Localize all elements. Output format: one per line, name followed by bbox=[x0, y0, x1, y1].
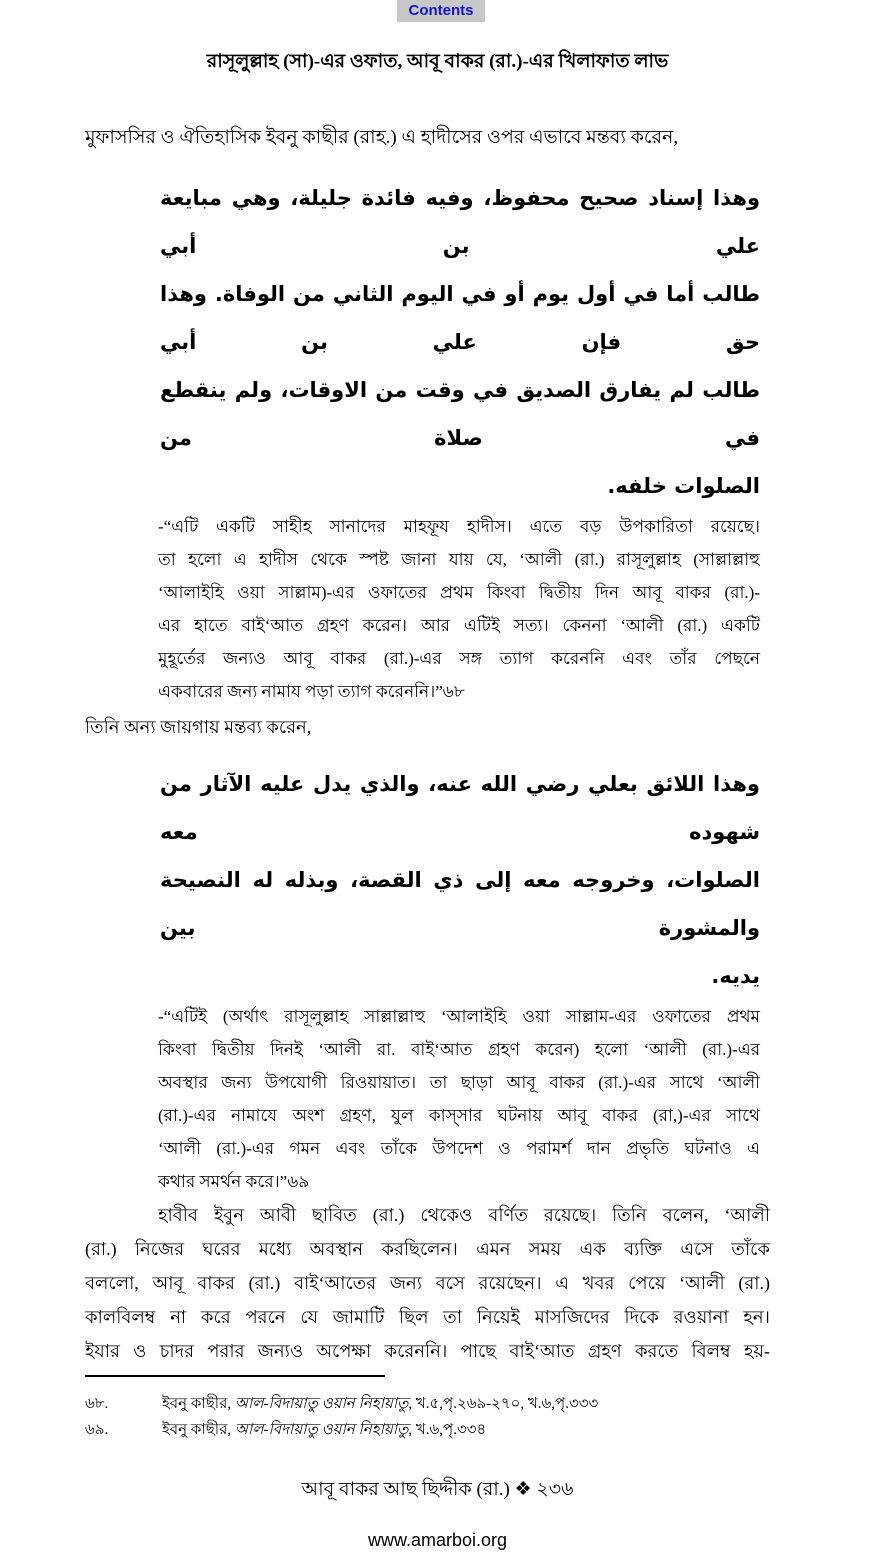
footnotes bbox=[0, 1391, 875, 1443]
footnote-author: ইবনু কাছীর, bbox=[162, 1422, 235, 1438]
arabic-quote-line: وهذا إسناد صحيح محفوظ، وفيه فائدة جليلة، وهي مبايعة علي بن أبي bbox=[160, 186, 760, 258]
translation-1 bbox=[158, 510, 760, 708]
footer-book-title: আবূ বাকর আছ ছিদ্দীক (রা.) bbox=[301, 1479, 510, 1500]
arabic-quote-line: طالب أما في أول يوم أو في اليوم الثاني من الوفاة. وهذا حق فإن علي بن أبي bbox=[160, 282, 760, 354]
footnote-book: আল-বিদায়াতু ওয়ান নিহায়াতু bbox=[234, 1396, 409, 1412]
footnote-ref: , খ.৬,পৃ.৩৩৪ bbox=[408, 1422, 487, 1438]
diamond-ornament-icon: ❖ bbox=[514, 1479, 532, 1500]
paragraph-line: হাবীব ইবুন আবী ছাবিত (রা.) থেকেও বর্ণিত রয়েছে। তিনি বলেন, ‘আলী bbox=[158, 1205, 770, 1225]
translation-line: ‘আলী (রা.)-এর গমন এবং তাঁকে উপদেশ ও পরামর্শ দান প্রভৃতি ঘটনাও এ bbox=[158, 1139, 760, 1158]
translation-line: তা হলো এ হাদীস থেকে স্পষ্ট জানা যায় যে, ‘আলী (রা.) রাসূলুল্লাহ (সাল্লাল্লাহু bbox=[158, 550, 760, 569]
translation-line: কিংবা দ্বিতীয় দিনই ‘আলী রা. বাই‘আত গ্রহণ করেন) হলো ‘আলী (রা.)-এর bbox=[158, 1040, 760, 1059]
arabic-quote-line: الصلوات خلفه. bbox=[607, 474, 760, 498]
footnote-book: আল-বিদায়াতু ওয়ান নিহায়াতু bbox=[234, 1422, 409, 1438]
arabic-quote-line: وهذا اللائق بعلي رضي الله عنه، والذي يدل عليه الآثار من شهوده معه bbox=[160, 772, 760, 844]
footnote-68 bbox=[85, 1391, 785, 1417]
translation-line: অবস্থার জন্য উপযোগী রিওয়ায়াত। তা ছাড়া আবূ বাকর (রা.)-এর সাথে ‘আলী bbox=[158, 1073, 760, 1092]
transition-text: তিনি অন্য জায়গায় মন্তব্য করেন, bbox=[85, 717, 312, 737]
arabic-quote-line: يديه. bbox=[711, 964, 760, 988]
paragraph-line: বললো, আবূ বাকর (রা.) বাই‘আতের জন্য বসে রয়েছেন। এ খবর পেয়ে ‘আলী (রা.) bbox=[85, 1273, 770, 1293]
translation-line: -“এটিই (অর্থাৎ রাসূলুল্লাহ সাল্লাল্লাহু ‘আলাইহি ওয়া সাল্লাম-এর ওফাতের প্রথম bbox=[158, 1007, 760, 1026]
arabic-quote-2 bbox=[160, 760, 760, 1000]
intro-text: মুফাসসির ও ঐতিহাসিক ইবনু কাছীর (রাহ.) এ হাদীসের ওপর এভাবে মন্তব্য করেন, bbox=[85, 127, 679, 148]
page-footer bbox=[0, 1476, 875, 1504]
translation-line: এর হাতে বাই‘আত গ্রহণ করেন। আর এটিই সত্য। কেননা ‘আলী (রা.) একটি bbox=[158, 616, 760, 635]
arabic-quote-1 bbox=[160, 174, 760, 510]
translation-line: কথার সমর্থন করে।”৬৯ bbox=[158, 1172, 310, 1191]
website-url: www.amarboi.org bbox=[367, 1530, 508, 1550]
footnote-author: ইবনু কাছীর, bbox=[162, 1396, 235, 1412]
arabic-quote-line: الصلوات، وخروجه معه إلى ذي القصة، وبذله له النصيحة والمشورة بين bbox=[160, 868, 760, 940]
footnote-number: ৬৯. bbox=[85, 1422, 109, 1438]
footnote-ref: , খ.৫,পৃ.২৬৯-২৭০, খ.৬,পৃ.৩৩৩ bbox=[408, 1396, 599, 1412]
footnote-divider bbox=[85, 1375, 385, 1377]
footnote-number: ৬৮. bbox=[85, 1396, 109, 1412]
footnote-69 bbox=[85, 1417, 785, 1443]
translation-line: -“এটি একটি সাহীহ সানাদের মাহফূয হাদীস। এতে বড় উপকারিতা রয়েছে। bbox=[158, 517, 760, 536]
translation-line: ‘আলাইহি ওয়া সাল্লাম)-এর ওফাতের প্রথম কিংবা দ্বিতীয় দিন আবূ বাকর (রা.)- bbox=[158, 583, 760, 602]
body-paragraph bbox=[85, 1198, 770, 1368]
page-header-title: রাসূলুল্লাহ (সা)-এর ওফাত, আবূ বাকর (রা.)-এর খিলাফাত লাভ bbox=[206, 51, 669, 72]
translation-line: একবারের জন্য নামায পড়া ত্যাগ করেননি।”৬৮ bbox=[158, 682, 465, 701]
page-number: ২৩৬ bbox=[536, 1479, 574, 1500]
translation-2 bbox=[158, 1000, 760, 1198]
contents-button[interactable]: Contents bbox=[397, 0, 485, 22]
translation-line: (রা.)-এর নামাযে অংশ গ্রহণ, যুল কাস্‌সার ঘটনায় আবূ বাকর (রা,)-এর সাথে bbox=[158, 1106, 760, 1125]
paragraph-line: ইযার ও চাদর পরার জন্যও অপেক্ষা করেননি। পাছে বাই‘আত গ্রহণ করতে বিলম্ব হয়- bbox=[85, 1341, 770, 1361]
paragraph-line: কালবিলম্ব না করে পরনে যে জামাটি ছিল তা নিয়েই মাসজিদের দিকে রওয়ানা হন। bbox=[85, 1307, 770, 1327]
paragraph-line: (রা.) নিজের ঘরের মধ্যে অবস্থান করছিলেন। এমন সময় এক ব্যক্তি এসে তাঁকে bbox=[85, 1239, 770, 1259]
translation-line: মুহূর্তের জন্যও আবূ বাকর (রা.)-এর সঙ্গ ত্যাগ করেননি এবং তাঁর পেছনে bbox=[158, 649, 760, 668]
arabic-quote-line: طالب لم يفارق الصديق في وقت من الاوقات، ولم ينقطع في صلاة من bbox=[160, 378, 760, 450]
